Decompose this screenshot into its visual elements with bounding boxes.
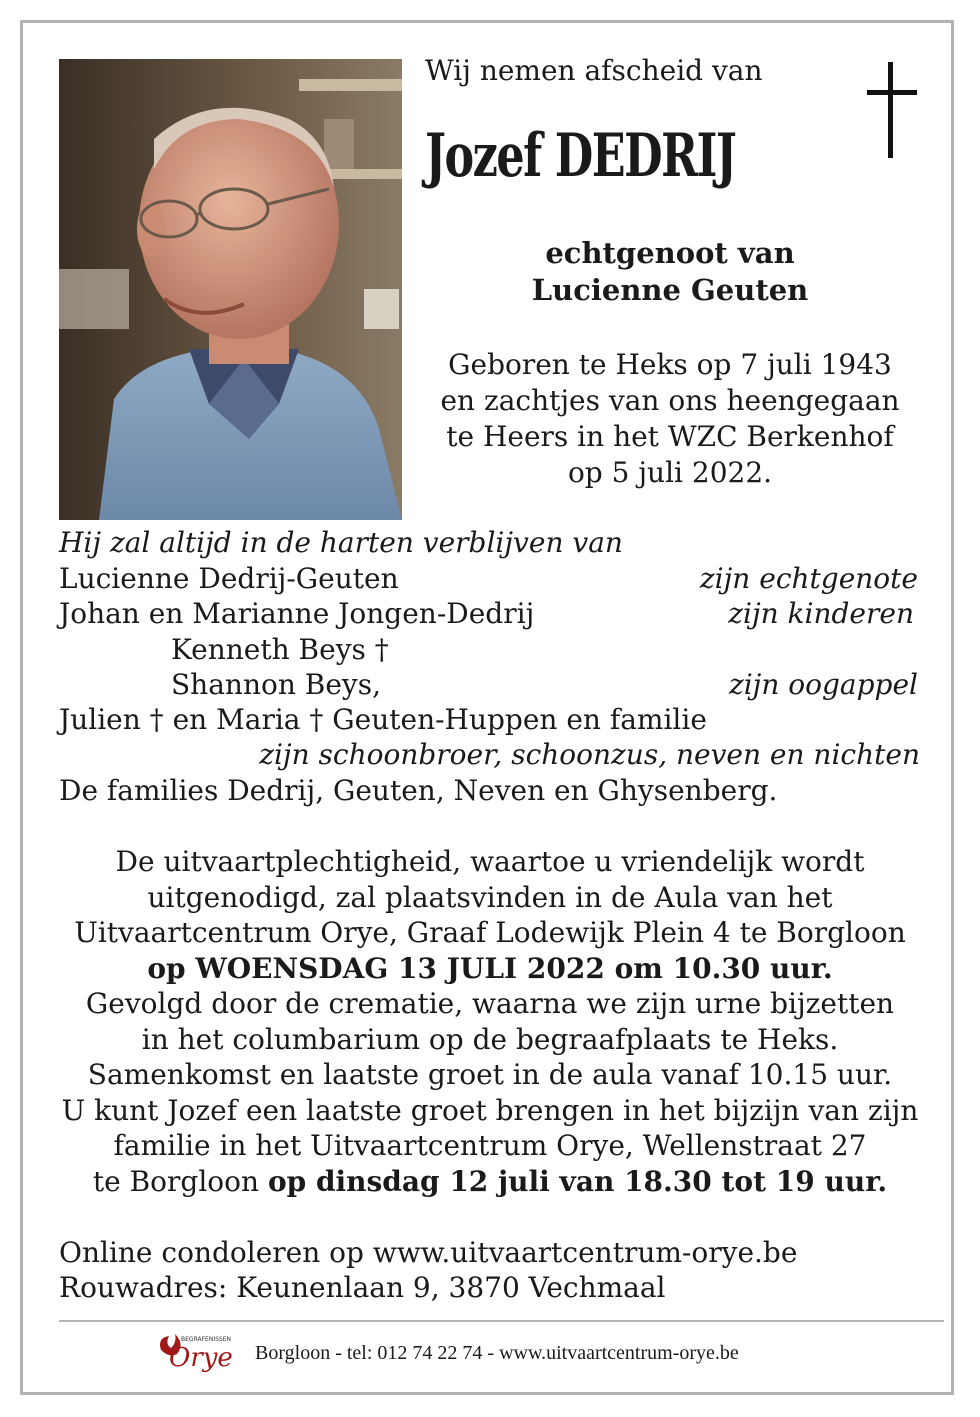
visitation-location: te Borgloon — [92, 1165, 268, 1198]
ceremony-line: uitgenodigd, zal plaatsvinden in de Aula van het — [147, 881, 833, 914]
ceremony-line: Samenkomst en laatste groet in de aula vanaf 10.15 uur. — [87, 1058, 893, 1091]
family-relation: zijn schoonbroer, schoonzus, neven en nichten — [259, 738, 920, 771]
family-intro: Hij zal altijd in de harten verblijven van — [59, 526, 623, 559]
logo-wordmark: Orye — [169, 1343, 233, 1372]
family-relation: zijn echtgenote — [699, 562, 918, 595]
family-relation: zijn kinderen — [728, 597, 914, 630]
family-member: Lucienne Dedrij-Geuten — [59, 562, 399, 595]
ceremony-line: Uitvaartcentrum Orye, Graaf Lodewijk Plein 4 te Borgloon — [74, 916, 906, 949]
visitation-line — [40, 1165, 940, 1199]
deceased-name: Jozef DEDRIJ — [425, 121, 736, 191]
ceremony-date: op WOENSDAG 13 JULI 2022 om 10.30 uur. — [147, 952, 833, 985]
cross-icon — [862, 62, 922, 162]
visitation-time: op dinsdag 12 juli van 18.30 tot 19 uur. — [267, 1165, 888, 1198]
family-member: Shannon Beys, — [171, 668, 381, 701]
ceremony-line: De uitvaartplechtigheid, waartoe u vriendelijk wordt — [115, 845, 865, 878]
ceremony-line: familie in het Uitvaartcentrum Orye, Wellenstraat 27 — [113, 1129, 867, 1162]
bio-line: Geboren te Heks op 7 juli 1943 — [448, 348, 892, 381]
portrait-photo — [59, 59, 402, 520]
orye-logo — [155, 1332, 235, 1372]
bio-line: te Heers in het WZC Berkenhof — [446, 420, 894, 453]
family-member: De families Dedrij, Geuten, Neven en Ghysenberg. — [59, 774, 778, 807]
family-member: Johan en Marianne Jongen-Dedrij — [59, 597, 535, 630]
ceremony-line: Gevolgd door de crematie, waarna we zijn urne bijzetten — [85, 987, 895, 1020]
family-member: Julien † en Maria † Geuten-Huppen en familie — [59, 703, 707, 736]
footer-divider — [59, 1320, 944, 1322]
footer-info: Borgloon - tel: 012 74 22 74 - www.uitvaartcentrum-orye.be — [255, 1342, 739, 1364]
spouse-label: echtgenoot van — [545, 236, 795, 270]
family-relation: zijn oogappel — [728, 668, 918, 701]
spouse-name: Lucienne Geuten — [531, 273, 809, 307]
mourning-address: Rouwadres: Keunenlaan 9, 3870 Vechmaal — [59, 1271, 666, 1304]
family-member: Kenneth Beys † — [171, 633, 389, 666]
ceremony-line: in het columbarium op de begraafplaats te Heks. — [141, 1023, 839, 1056]
intro-text: Wij nemen afscheid van — [425, 54, 763, 87]
logo-caption: BEGRAFENISSEN — [181, 1336, 231, 1343]
online-condolence: Online condoleren op www.uitvaartcentrum-orye.be — [59, 1236, 798, 1269]
bio-line: en zachtjes van ons heengegaan — [440, 384, 900, 417]
bio-line: op 5 juli 2022. — [567, 456, 773, 489]
ceremony-line: U kunt Jozef een laatste groet brengen in het bijzijn van zijn — [61, 1094, 919, 1127]
